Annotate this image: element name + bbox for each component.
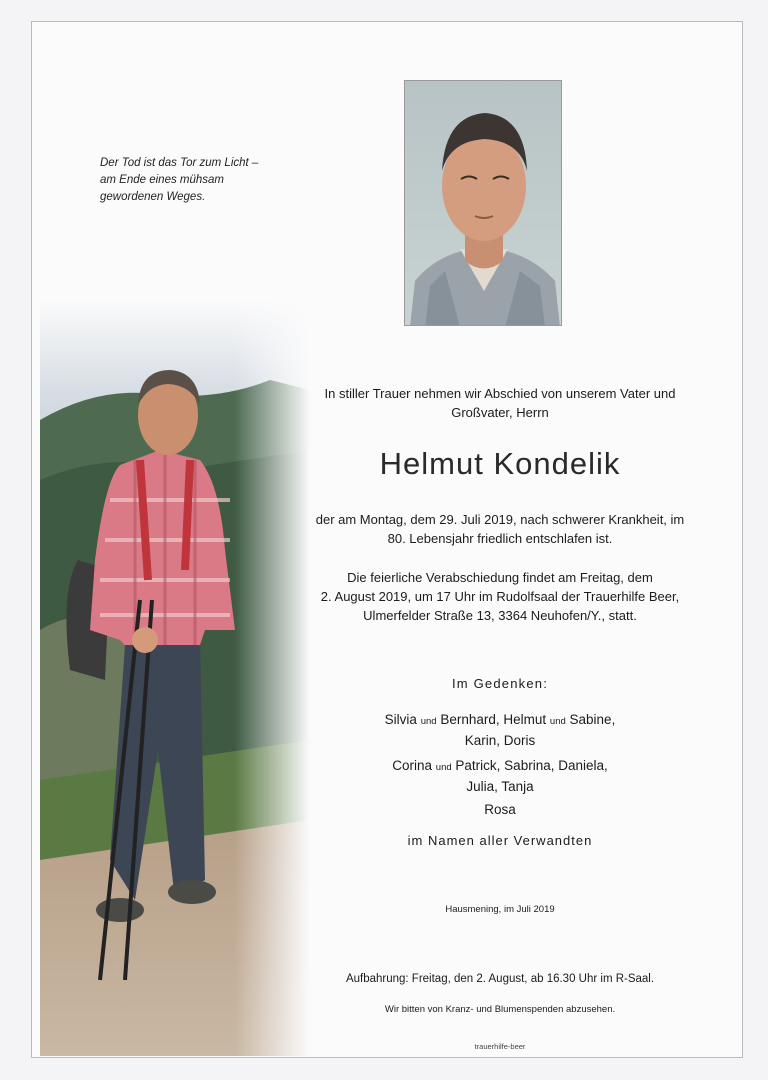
und-connector: und bbox=[420, 716, 437, 727]
hiker-illustration bbox=[40, 300, 310, 1056]
intro-line-1: In stiller Trauer nehmen wir Abschied von unserem Vater und bbox=[324, 386, 676, 401]
und-connector: und bbox=[549, 716, 566, 727]
family-group-1-line-2: Karin, Doris bbox=[464, 733, 536, 748]
signature: trauerhilfe-beer bbox=[474, 1042, 526, 1051]
death-notice-line-2: 80. Lebensjahr friedlich entschlafen ist. bbox=[387, 531, 613, 546]
family-group-2-line-2: Julia, Tanja bbox=[466, 779, 534, 794]
family-group-2 bbox=[290, 756, 710, 796]
family-member: Corina bbox=[392, 758, 433, 773]
death-notice bbox=[290, 510, 710, 548]
relatives-line: im Namen aller Verwandten bbox=[407, 833, 593, 848]
quote-line-3: gewordenen Weges. bbox=[100, 191, 206, 203]
hiker-photo bbox=[40, 300, 310, 1056]
aufbahrung-info: Aufbahrung: Freitag, den 2. August, ab 16.30 Uhr im R-Saal. bbox=[345, 973, 655, 985]
family-member: Sabine, bbox=[569, 712, 616, 727]
portrait-photo bbox=[404, 80, 562, 326]
family-group-2-line-1 bbox=[290, 756, 710, 777]
und-connector: und bbox=[435, 762, 452, 773]
flower-request: Wir bitten von Kranz- und Blumenspenden abzusehen. bbox=[384, 1004, 616, 1015]
family-group-3: Rosa bbox=[484, 802, 516, 817]
death-notice-line-1: der am Montag, dem 29. Juli 2019, nach schwerer Krankheit, im bbox=[315, 512, 685, 527]
family-member: Silvia bbox=[384, 712, 417, 727]
family-member: Patrick, Sabrina, Daniela, bbox=[455, 758, 608, 773]
ceremony-info bbox=[290, 568, 710, 625]
ceremony-line-3: Ulmerfelder Straße 13, 3364 Neuhofen/Y., statt. bbox=[363, 608, 637, 623]
ceremony-line-2: 2. August 2019, um 17 Uhr im Rudolfsaal der Trauerhilfe Beer, bbox=[320, 589, 680, 604]
intro-line-2: Großvater, Herrn bbox=[451, 405, 549, 420]
memorial-quote bbox=[100, 155, 300, 206]
intro-text bbox=[290, 384, 710, 422]
quote-line-2: am Ende eines mühsam bbox=[100, 174, 225, 186]
family-member: Bernhard, Helmut bbox=[440, 712, 547, 727]
portrait-illustration bbox=[405, 81, 562, 326]
deceased-name: Helmut Kondelik bbox=[379, 446, 621, 481]
place-date: Hausmening, im Juli 2019 bbox=[445, 904, 555, 915]
quote-line-1: Der Tod ist das Tor zum Licht – bbox=[100, 157, 259, 169]
family-group-1 bbox=[290, 710, 710, 750]
family-group-1-line-1 bbox=[290, 710, 710, 731]
ceremony-line-1: Die feierliche Verabschiedung findet am Freitag, dem bbox=[347, 570, 653, 585]
gedenken-heading: Im Gedenken: bbox=[451, 676, 549, 691]
